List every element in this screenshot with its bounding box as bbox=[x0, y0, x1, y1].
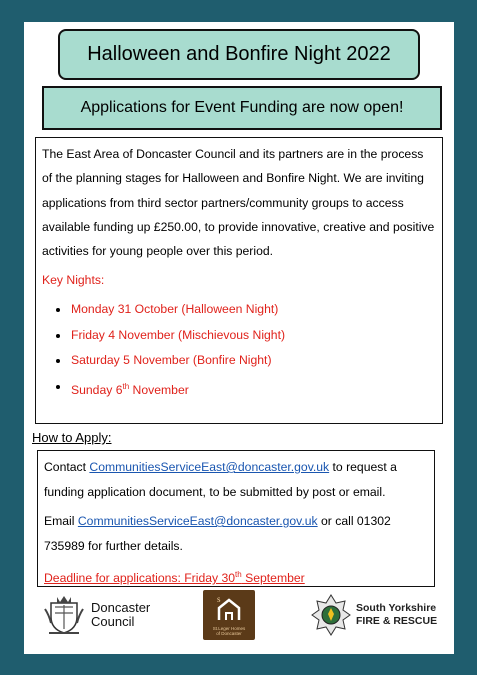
key-night-day: Sunday 6 bbox=[71, 382, 123, 397]
apply-section bbox=[37, 450, 435, 587]
doncaster-council-logo bbox=[43, 590, 183, 640]
svg-text:s: s bbox=[217, 594, 221, 604]
key-night-item bbox=[42, 374, 436, 400]
deadline-suffix: September bbox=[241, 571, 305, 585]
contact-suffix: to request a funding application document, to be submitted by post or email. bbox=[44, 460, 397, 499]
doncaster-crest-icon bbox=[43, 593, 85, 637]
key-nights-list bbox=[42, 297, 436, 399]
how-to-apply-title: How to Apply: bbox=[32, 430, 112, 445]
sy-sub: FIRE & RESCUE bbox=[356, 615, 438, 627]
email-link-2[interactable]: CommunitiesServiceEast@doncaster.gov.uk bbox=[77, 514, 318, 528]
st-leger-sub: of Doncaster bbox=[216, 631, 242, 636]
fire-rescue-badge-icon bbox=[311, 593, 351, 637]
key-night-ordinal: th bbox=[122, 381, 130, 391]
info-section bbox=[35, 137, 443, 424]
key-night-item: Friday 4 November (Mischievous Night) bbox=[42, 323, 436, 349]
page-title: Halloween and Bonfire Night 2022 bbox=[58, 29, 420, 80]
key-night-month: November bbox=[129, 382, 189, 397]
key-night-item: Saturday 5 November (Bonfire Night) bbox=[42, 348, 436, 374]
flyer-page bbox=[24, 22, 454, 654]
partner-logos bbox=[24, 590, 454, 646]
council-name: Council bbox=[91, 614, 135, 629]
house-icon bbox=[203, 590, 255, 626]
st-leger-name: St.Leger Homes bbox=[212, 626, 246, 631]
doncaster-name: Doncaster bbox=[91, 600, 151, 615]
south-yorkshire-fire-logo bbox=[311, 590, 449, 640]
call-suffix: or call 01302 735989 for further details. bbox=[44, 514, 391, 553]
email-link[interactable]: CommunitiesServiceEast@doncaster.gov.uk bbox=[89, 460, 330, 474]
email-paragraph bbox=[44, 509, 428, 558]
deadline-prefix: Deadline for applications: Friday 30 bbox=[44, 571, 236, 585]
page-subtitle: Applications for Event Funding are now open! bbox=[42, 86, 442, 130]
deadline-ordinal: th bbox=[235, 570, 242, 579]
contact-paragraph bbox=[44, 455, 428, 504]
sy-name: South Yorkshire bbox=[356, 602, 437, 614]
key-night-item: Monday 31 October (Halloween Night) bbox=[42, 297, 436, 323]
deadline-text bbox=[44, 563, 428, 591]
st-leger-homes-logo bbox=[203, 590, 255, 640]
key-nights-title: Key Nights: bbox=[42, 273, 105, 288]
intro-paragraph: The East Area of Doncaster Council and its partners are in the process of the planning stages for Halloween and Bonfire Night. We are inviting applications from third sector partners/community groups to access available funding up £250.00, to provide innovative, creative and positive activities for young people over this period. bbox=[42, 147, 435, 259]
contact-prefix: Contact bbox=[44, 460, 90, 474]
email-prefix: Email bbox=[44, 514, 78, 528]
